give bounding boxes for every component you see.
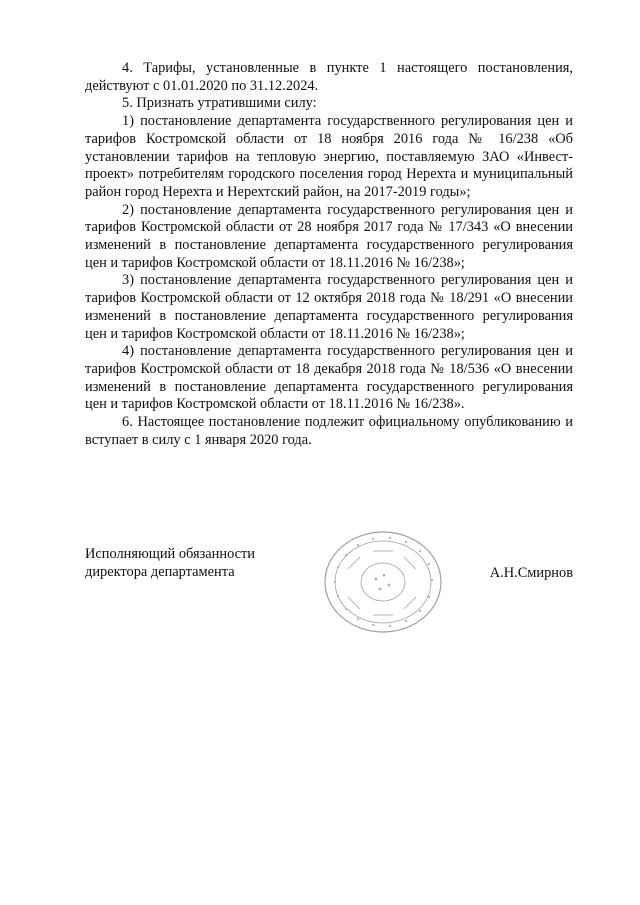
repeal-item-2: 2) постановление департамента государственного регулирования цен и тарифов Костромской области от 28 ноября 2017 года № 17/343 «О внесении изменений в постановление департамента государственного регулирования цен и тарифов Костромской области от 18.11.2016 № 16/238»; — [85, 201, 573, 271]
paragraph-6-effective: 6. Настоящее постановление подлежит официальному опубликованию и вступает в силу с 1 января 2020 года. — [85, 414, 573, 448]
signatory-name: А.Н.Смирнов — [489, 565, 573, 581]
position-line-2: директора департамента — [85, 563, 235, 580]
paragraph-5-repeal: 5. Признать утратившими силу: — [122, 95, 317, 112]
paragraph-4-tariffs: 4. Тарифы, установленные в пункте 1 настоящего постановления, действуют с 01.01.2020 по 31.12.2024. — [85, 60, 573, 94]
document-body — [85, 60, 573, 449]
repeal-item-1: 1) постановление департамента государственного регулирования цен и тарифов Костромской области от 18 ноября 2016 года № 16/238 «Об установлении тарифов на тепловую энергию, поставляемую ЗАО «Инвест-проект» потребителям городского поселения город Нерехта и муниципальный район город Нерехта и Нерехтский район, на 2017-2019 годы»; — [85, 113, 573, 200]
signatory-position — [85, 546, 275, 581]
repeal-item-3: 3) постановление департамента государственного регулирования цен и тарифов Костромской области от 12 октября 2018 года № 18/291 «О внесении изменений в постановление департамента государственного регулирования цен и тарифов Костромской области от 18.11.2016 № 16/238»; — [85, 272, 573, 342]
repeal-item-4: 4) постановление департамента государственного регулирования цен и тарифов Костромской области от 18 декабря 2018 года № 18/536 «О внесении изменений в постановление департамента государственного регулирования цен и тарифов Костромской области от 18.11.2016 № 16/238». — [85, 343, 573, 413]
official-seal-icon — [318, 527, 448, 637]
position-line-1: Исполняющий обязанности — [85, 546, 256, 562]
